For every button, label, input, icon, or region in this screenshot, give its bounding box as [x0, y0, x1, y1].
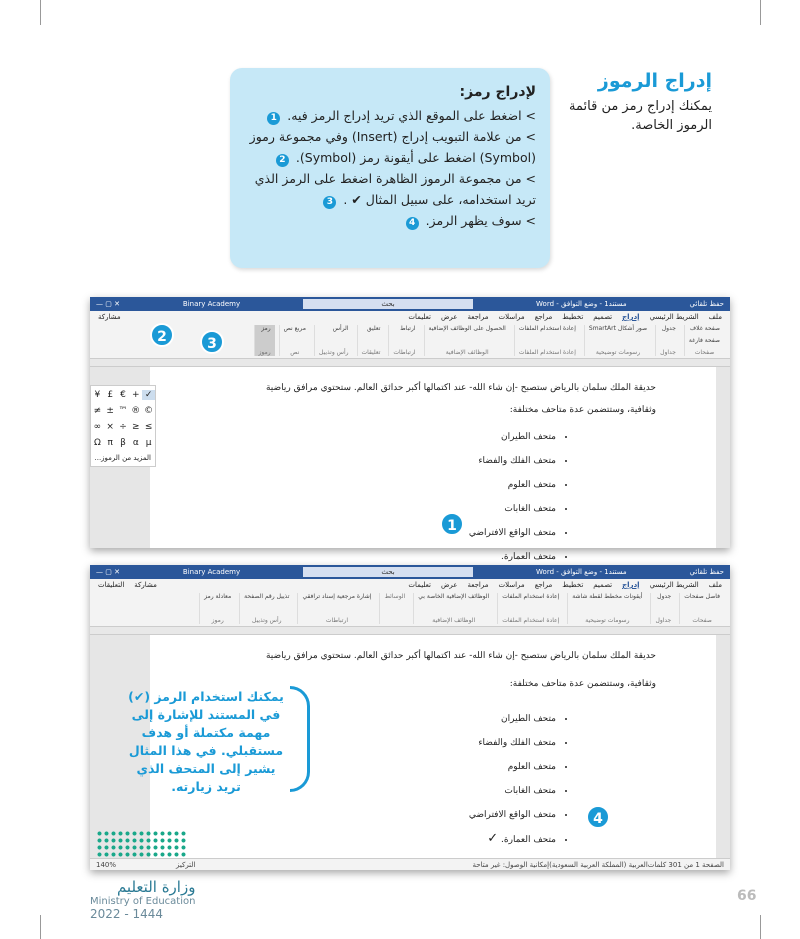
- footer-button[interactable]: تذييل: [276, 593, 290, 600]
- group-label: رأس وتذييل: [252, 617, 282, 624]
- list-item: • متحف الواقع الافتراضي: [180, 521, 556, 545]
- tab-file[interactable]: ملف: [708, 581, 722, 589]
- screenshot-button[interactable]: لقطة شاشة: [572, 593, 603, 600]
- title-bar: [90, 565, 730, 579]
- page-count: الصفحة 1 من 1: [677, 860, 724, 869]
- comment-button[interactable]: تعليق: [367, 325, 381, 332]
- icons-button[interactable]: أيقونات: [623, 593, 643, 600]
- group-text: [279, 325, 310, 356]
- ruler: [90, 627, 730, 635]
- footer: [90, 878, 195, 921]
- tab-design[interactable]: تصميم: [593, 313, 613, 321]
- tab-design[interactable]: تصميم: [593, 581, 613, 589]
- page-number-button[interactable]: رقم الصفحة: [244, 593, 275, 600]
- group-label: صفحات: [692, 617, 712, 624]
- accessibility-status[interactable]: إمكانية الوصول: غير متاحة: [472, 860, 550, 869]
- group-tables: [650, 593, 675, 624]
- reuse-files-button[interactable]: إعادة استخدام الملفات: [518, 325, 576, 332]
- group-label: رسومات توضيحية: [595, 349, 641, 356]
- crop-mark: [760, 915, 761, 939]
- chart-button[interactable]: مخطط: [604, 593, 622, 600]
- symbol-item[interactable]: ÷: [119, 422, 127, 432]
- tab-mailings[interactable]: مراسلات: [498, 581, 525, 589]
- symbol-item[interactable]: ×: [106, 422, 114, 432]
- ribbon-tabs: [90, 579, 730, 591]
- step: > من مجموعة الرموز الظاهرة اضغط على الرمز الذي تريد استخدامه، على سبيل المثال ✔ . 3: [254, 171, 536, 207]
- group-illustrations: [584, 325, 651, 356]
- table-button[interactable]: جدول: [657, 593, 672, 600]
- step: > من علامة التبويب إدراج (Insert) وفي مجموعة رموز (Symbol) اضغط على أيقونة رمز (Symbol). 2: [249, 129, 536, 165]
- museum-list: [180, 425, 656, 569]
- symbol-item[interactable]: µ: [145, 438, 152, 448]
- group-links: [388, 325, 419, 356]
- symbol-item[interactable]: ∞: [93, 422, 102, 432]
- more-symbols-link[interactable]: المزيد من الرموز...: [94, 454, 151, 462]
- document-area: [90, 359, 730, 562]
- tab-help[interactable]: تعليمات: [408, 581, 431, 589]
- link-button[interactable]: ارتباط: [400, 325, 416, 332]
- symbol-button[interactable]: رمز: [261, 325, 271, 332]
- note-brace: [290, 686, 310, 792]
- step-number: 2: [276, 154, 289, 167]
- ministry-name-ar: وزارة التعليم: [116, 878, 196, 896]
- group-label: رموز: [211, 617, 224, 624]
- group-reuse: [497, 593, 563, 624]
- title-bar: [90, 297, 730, 311]
- group-reuse: [514, 325, 580, 356]
- reuse-files-button[interactable]: إعادة استخدام الملفات: [502, 593, 560, 600]
- doc-title: مستند1 - وضع التوافق - Word: [536, 300, 627, 308]
- document-page[interactable]: [150, 367, 716, 562]
- group-header-footer: [239, 593, 293, 624]
- symbol-item-check[interactable]: ✓: [142, 390, 155, 400]
- steps-box: [230, 68, 550, 268]
- step: > سوف يظهر الرمز. 4: [244, 210, 536, 231]
- zoom-level[interactable]: 140%: [96, 860, 117, 869]
- callout-3: 3: [200, 330, 224, 354]
- list-item: • متحف العمارة. ✓: [180, 827, 556, 852]
- tab-mailings[interactable]: مراسلات: [498, 313, 525, 321]
- share-button[interactable]: مشاركة: [98, 313, 121, 321]
- list-item: • متحف الطيران: [180, 425, 556, 449]
- tab-insert[interactable]: إدراج: [622, 581, 640, 589]
- group-label: ارتباطات: [325, 617, 349, 624]
- search-box[interactable]: بحث: [303, 299, 473, 309]
- status-bar: [90, 858, 730, 870]
- group-label: ارتباطات: [393, 349, 416, 356]
- cross-reference-button[interactable]: إسناد ترافقي: [302, 593, 335, 600]
- tab-file[interactable]: ملف: [708, 313, 722, 321]
- doc-paragraph: حديقة الملك سلمان بالرياض ستصبح -إن شاء الله- عند اكتمالها أكبر حدائق العالم. ستحتوي مرافق رياضية: [265, 651, 656, 661]
- user-name[interactable]: Binary Academy: [182, 568, 241, 576]
- group-label: تعليقات: [361, 349, 381, 356]
- equation-button[interactable]: معادلة: [215, 593, 232, 600]
- page-break-button[interactable]: فاصل صفحات: [684, 593, 720, 600]
- word-count: 30 كلمات: [647, 860, 678, 869]
- group-symbols: [199, 593, 235, 624]
- ministry-name-en: Ministry of Education: [90, 896, 196, 907]
- window-controls[interactable]: ✕ ▢ —: [96, 568, 120, 576]
- symbol-item[interactable]: ¥: [94, 390, 101, 400]
- step-number: 1: [267, 112, 280, 125]
- symbol-item[interactable]: ≠: [93, 406, 102, 416]
- step-number: 3: [323, 196, 336, 209]
- list-item: • متحف العمارة.: [180, 545, 556, 569]
- crop-mark: [40, 0, 41, 25]
- tab-home[interactable]: الشريط الرئيسي: [649, 313, 699, 321]
- symbol-item[interactable]: ±: [106, 406, 114, 416]
- crop-mark: [40, 915, 41, 939]
- doc-paragraph: وثقافية، وستتضمن عدة متاحف مختلفة:: [509, 679, 656, 689]
- focus-button[interactable]: التركيز: [176, 860, 196, 869]
- ribbon: [90, 323, 730, 359]
- note-text: يمكنك استخدام الرمز (✔) في المستند للإشارة إلى مهمة مكتملة أو هدف مستقبلي. في هذا المثال يشير إلى المتحف الذي تريد زيارته.: [128, 689, 284, 794]
- doc-paragraph: وثقافية، وستتضمن عدة متاحف مختلفة:: [509, 405, 656, 415]
- table-button[interactable]: جدول: [661, 325, 676, 332]
- ribbon-tabs: [90, 311, 730, 323]
- symbol-item[interactable]: π: [107, 438, 113, 448]
- search-box[interactable]: بحث: [303, 567, 473, 577]
- year: 2022 - 1444: [90, 907, 164, 921]
- symbol-item[interactable]: ®: [131, 406, 141, 416]
- bookmark-button[interactable]: إشارة مرجعية: [336, 593, 372, 600]
- symbol-button[interactable]: رمز: [204, 593, 214, 600]
- ruler: [90, 359, 730, 367]
- crop-mark: [760, 0, 761, 25]
- autosave-toggle[interactable]: حفظ تلقائي: [689, 568, 724, 576]
- group-addins: [413, 593, 493, 624]
- group-pages: [679, 593, 724, 624]
- group-label: جداول: [660, 349, 676, 356]
- step: > اضغط على الموقع الذي تريد إدراج الرمز فيه. 1: [244, 105, 536, 126]
- tab-layout[interactable]: تخطيط: [562, 581, 584, 589]
- group-pages: [684, 325, 724, 356]
- lesson-title: إدراج الرموز: [597, 70, 712, 92]
- symbol-item[interactable]: £: [107, 390, 114, 400]
- callout-2: 2: [150, 323, 174, 347]
- group-label: صفحات: [694, 349, 715, 356]
- symbol-item[interactable]: β: [120, 438, 126, 448]
- word-screenshot-1: [90, 297, 730, 562]
- ribbon: [90, 591, 730, 627]
- tab-home[interactable]: الشريط الرئيسي: [649, 581, 699, 589]
- group-addins: [424, 325, 510, 356]
- shapes-button[interactable]: أشكال: [617, 325, 635, 332]
- symbol-item[interactable]: ≥: [132, 422, 140, 432]
- group-label: رسومات توضيحية: [585, 617, 630, 624]
- group-label: الوسائط: [384, 593, 406, 600]
- symbol-item[interactable]: €: [120, 390, 126, 400]
- symbol-item[interactable]: +: [132, 390, 140, 400]
- list-item: • متحف الغابات: [180, 497, 556, 521]
- group-label: إعادة استخدام الملفات: [518, 349, 576, 356]
- group-label: جداول: [655, 617, 672, 624]
- share-button[interactable]: مشاركة: [134, 581, 157, 589]
- tab-insert[interactable]: إدراج: [622, 313, 640, 321]
- symbol-item[interactable]: ≤: [144, 422, 153, 432]
- language-status[interactable]: العربية (المملكة العربية السعودية): [549, 860, 648, 869]
- step-number: 4: [406, 217, 419, 230]
- pictures-button[interactable]: صور: [636, 325, 648, 332]
- blank-page-button[interactable]: صفحة فارغة: [688, 337, 720, 344]
- callout-4: 4: [586, 805, 610, 829]
- tab-help[interactable]: تعليمات: [408, 313, 431, 321]
- group-illustrations: [567, 593, 646, 624]
- steps-heading: لإدراج رمز:: [459, 84, 536, 100]
- my-addins-button[interactable]: الوظائف الإضافية الخاصة بي: [418, 593, 490, 600]
- list-item: • متحف الطيران: [180, 707, 556, 731]
- cover-page-button[interactable]: صفحة غلاف: [689, 325, 720, 332]
- textbox-button[interactable]: مربع نص: [283, 325, 306, 332]
- tab-view[interactable]: عرض: [440, 581, 458, 589]
- group-media: [379, 593, 409, 624]
- list-item: • متحف العلوم: [180, 755, 556, 779]
- group-comments: [357, 325, 385, 356]
- tab-review[interactable]: مراجعة: [467, 313, 489, 321]
- list-item: • متحف الفلك والفضاء: [180, 731, 556, 755]
- doc-title: مستند1 - وضع التوافق - Word: [536, 568, 627, 576]
- list-item: • متحف العلوم: [180, 473, 556, 497]
- list-item: • متحف الفلك والفضاء: [180, 449, 556, 473]
- list-item: • متحف الغابات: [180, 779, 556, 803]
- group-header-footer: [314, 325, 353, 356]
- symbol-item[interactable]: Ω: [93, 438, 101, 448]
- group-label: رأس وتذييل: [318, 349, 349, 356]
- tab-review[interactable]: مراجعة: [467, 581, 489, 589]
- symbol-item[interactable]: ©: [144, 406, 154, 416]
- group-symbols: [254, 325, 275, 356]
- tab-layout[interactable]: تخطيط: [562, 313, 584, 321]
- window-controls[interactable]: ✕ ▢ —: [96, 300, 120, 308]
- symbol-item[interactable]: ™: [118, 406, 128, 416]
- group-label: الوظائف الإضافية: [432, 617, 476, 624]
- inserted-check-symbol: ✓: [487, 831, 499, 846]
- tab-references[interactable]: مراجع: [534, 581, 553, 589]
- get-addins-button[interactable]: الحصول على الوظائف الإضافية: [428, 325, 506, 332]
- page-number: 66: [737, 888, 757, 904]
- ministry-logo-dots: [96, 830, 186, 857]
- smartart-button[interactable]: SmartArt: [588, 325, 616, 332]
- lesson-intro: يمكنك إدراج رمز من قائمة الرموز الخاصة.: [569, 99, 712, 133]
- tab-references[interactable]: مراجع: [534, 313, 553, 321]
- group-label: الوظائف الإضافية: [445, 349, 489, 356]
- group-label: إعادة استخدام الملفات: [502, 617, 560, 624]
- doc-paragraph: حديقة الملك سلمان بالرياض ستصبح -إن شاء الله- عند اكتمالها أكبر حدائق العالم. ستحتوي مرافق رياضية: [265, 383, 656, 393]
- group-links: [297, 593, 375, 624]
- autosave-toggle[interactable]: حفظ تلقائي: [689, 300, 724, 308]
- user-name[interactable]: Binary Academy: [182, 300, 241, 308]
- tab-view[interactable]: عرض: [440, 313, 458, 321]
- group-label: نص: [290, 349, 300, 356]
- list-item: • متحف الواقع الافتراضي: [180, 803, 556, 827]
- symbol-gallery: [90, 385, 156, 467]
- header-button[interactable]: الرأس: [332, 325, 349, 332]
- group-label: رموز: [258, 349, 271, 356]
- group-tables: [655, 325, 680, 356]
- comments-button[interactable]: التعليقات: [98, 581, 125, 589]
- callout-1: 1: [440, 512, 464, 536]
- symbol-item[interactable]: α: [132, 438, 139, 448]
